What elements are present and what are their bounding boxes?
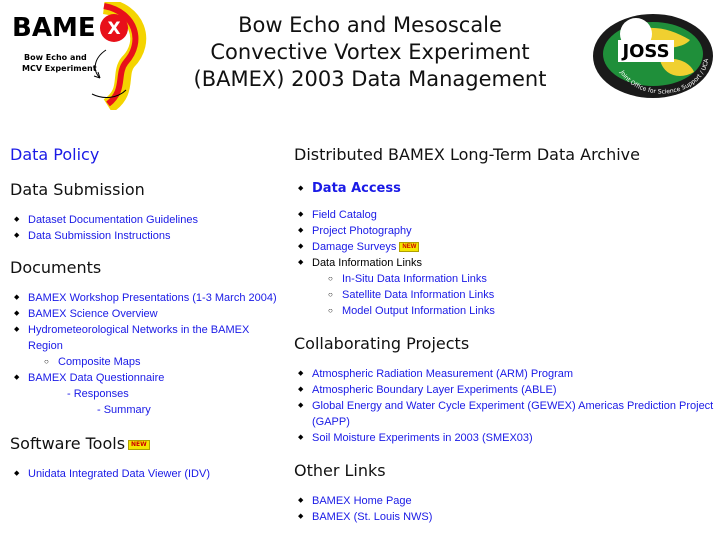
gapp-link[interactable]: Global Energy and Water Cycle Experiment (GEWEX) Americas Prediction Project (GAPP) xyxy=(312,400,714,428)
model-output-links[interactable]: Model Output Information Links xyxy=(342,305,495,317)
archive-list xyxy=(294,207,714,319)
data-submission-link[interactable]: Data Submission Instructions xyxy=(28,230,171,242)
documents-list xyxy=(10,290,280,418)
svg-text:X: X xyxy=(107,19,121,39)
software-tools-heading: Software Tools NEW xyxy=(10,434,280,453)
smex03-link[interactable]: Soil Moisture Experiments in 2003 (SMEX03) xyxy=(312,432,533,444)
svg-text:MCV Experiment: MCV Experiment xyxy=(22,64,97,73)
svg-text:Joint Office for Science Suppo: Joint Office for Science Support / UCA xyxy=(618,58,711,96)
satellite-links[interactable]: Satellite Data Information Links xyxy=(342,289,495,301)
composite-maps-link[interactable]: Composite Maps xyxy=(58,356,141,368)
svg-text:BAME: BAME xyxy=(12,13,96,43)
data-information-links-label: Data Information Links xyxy=(312,257,423,269)
software-tools-list xyxy=(10,466,280,482)
project-photography-link[interactable]: Project Photography xyxy=(312,225,412,237)
svg-text:Bow Echo and: Bow Echo and xyxy=(24,53,87,62)
right-column xyxy=(294,145,714,525)
other-links-list xyxy=(294,493,714,525)
arm-program-link[interactable]: Atmospheric Radiation Measurement (ARM) Program xyxy=(312,368,574,380)
joss-logo xyxy=(590,10,716,102)
bamex-home-link[interactable]: BAMEX Home Page xyxy=(312,495,412,507)
archive-heading: Distributed BAMEX Long-Term Data Archive xyxy=(294,145,640,164)
list-item xyxy=(294,382,714,398)
data-access-list xyxy=(294,180,714,198)
list-item xyxy=(10,402,280,418)
list-item xyxy=(294,287,714,303)
data-submission-heading: Data Submission xyxy=(10,180,145,199)
list-item xyxy=(294,180,714,198)
field-catalog-link[interactable]: Field Catalog xyxy=(312,209,377,221)
list-item xyxy=(10,290,280,306)
list-item xyxy=(10,370,280,386)
new-badge: NEW xyxy=(399,242,419,252)
data-questionnaire-link[interactable]: BAMEX Data Questionnaire xyxy=(28,372,165,384)
left-column xyxy=(10,145,280,482)
list-item xyxy=(294,207,714,223)
collaborating-projects-list xyxy=(294,366,714,446)
new-badge: NEW xyxy=(128,440,150,450)
idv-link[interactable]: Unidata Integrated Data Viewer (IDV) xyxy=(28,468,210,480)
damage-surveys-link[interactable]: Damage Surveys xyxy=(312,241,397,253)
documents-heading: Documents xyxy=(10,258,102,277)
bamex-logo xyxy=(8,2,148,110)
list-item xyxy=(294,366,714,382)
svg-text:JOSS: JOSS xyxy=(622,41,670,62)
responses-link[interactable]: - Responses xyxy=(67,388,129,400)
science-overview-link[interactable]: BAMEX Science Overview xyxy=(28,308,158,320)
list-item xyxy=(294,303,714,319)
hydromet-networks-link[interactable]: Hydrometeorological Networks in the BAMEX Region xyxy=(28,324,250,352)
collaborating-projects-heading: Collaborating Projects xyxy=(294,334,470,353)
list-item xyxy=(10,322,280,354)
data-policy-link[interactable]: Data Policy xyxy=(10,145,100,164)
list-item xyxy=(294,255,714,271)
list-item xyxy=(294,430,714,446)
list-item xyxy=(10,228,280,244)
list-item xyxy=(294,223,714,239)
summary-link[interactable]: - Summary xyxy=(97,404,151,416)
dataset-documentation-link[interactable]: Dataset Documentation Guidelines xyxy=(28,214,198,226)
list-item xyxy=(10,354,280,370)
st-louis-nws-link[interactable]: BAMEX (St. Louis NWS) xyxy=(312,511,433,523)
list-item xyxy=(10,306,280,322)
list-item xyxy=(10,212,280,228)
list-item xyxy=(10,386,280,402)
list-item xyxy=(294,509,714,525)
list-item xyxy=(294,239,714,255)
other-links-heading: Other Links xyxy=(294,461,386,480)
data-submission-list xyxy=(10,212,280,244)
list-item xyxy=(294,398,714,430)
list-item xyxy=(294,493,714,509)
able-link[interactable]: Atmospheric Boundary Layer Experiments (ABLE) xyxy=(312,384,557,396)
workshop-presentations-link[interactable]: BAMEX Workshop Presentations (1-3 March 2004) xyxy=(28,292,277,304)
page-title: Bow Echo and Mesoscale Convective Vortex Experiment (BAMEX) 2003 Data Management xyxy=(193,13,547,91)
in-situ-links[interactable]: In-Situ Data Information Links xyxy=(342,273,487,285)
list-item xyxy=(10,466,280,482)
list-item xyxy=(294,271,714,287)
data-access-link[interactable]: Data Access xyxy=(312,181,401,196)
